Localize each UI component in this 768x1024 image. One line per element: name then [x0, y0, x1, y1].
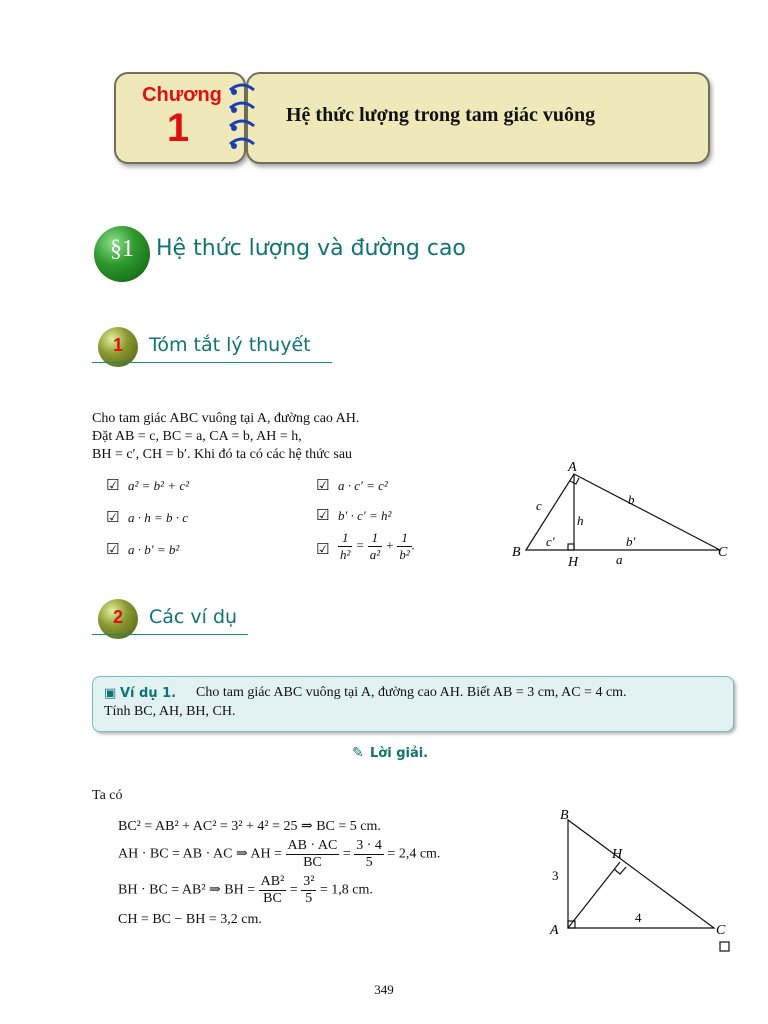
solution-intro: Ta có [92, 788, 123, 803]
checkbox-icon: ☑ [316, 540, 330, 558]
chapter-title: Hệ thức lượng trong tam giác vuông [286, 104, 596, 126]
subsection-number: 1 [112, 335, 123, 355]
section-title: Hệ thức lượng và đường cao [156, 236, 466, 261]
theory-line-2: Đặt AB = c, BC = a, CA = b, AH = h, [92, 429, 302, 444]
subsection-title: Các ví dụ [149, 606, 238, 628]
equation-1: BC² = AB² + AC² = 3² + 4² = 25 ⇒ BC = 5 cm. [118, 819, 381, 834]
label-AC-length: 4 [635, 910, 642, 925]
label-C: C [716, 923, 726, 938]
label-b-prime: b′ [626, 534, 636, 549]
formula-3: a · h = b · c [128, 510, 189, 525]
theory-line-3: BH = c′, CH = b′. Khi đó ta có các hệ thức sau [92, 447, 353, 462]
triangle-figure-1 [506, 458, 736, 570]
equation-2: AH · BC = AB · AC ⇒ AH = $\frac{AB \cdot AC}{BC}$ = $\frac{3 \cdot 4}{5}$ = 2,4 cm. [118, 838, 441, 870]
subsection-underline [92, 634, 248, 635]
label-A: A [568, 460, 577, 475]
formula-5: a · b′ = b² [128, 542, 180, 557]
label-C: C [718, 545, 728, 560]
label-c-prime: c′ [546, 534, 555, 549]
theory-line-1: Cho tam giác ABC vuông tại A, đường cao AH. [92, 411, 360, 426]
pencil-icon: ✎ [352, 745, 364, 761]
label-a: a [616, 552, 623, 567]
section-number: §1 [110, 236, 134, 262]
subsection-title: Tóm tắt lý thuyết [149, 334, 311, 356]
subsection-underline [92, 362, 332, 363]
checkbox-icon: ☑ [106, 508, 120, 526]
checkbox-icon: ☑ [316, 506, 330, 524]
checkbox-icon: ☑ [106, 476, 120, 494]
chapter-word: Chương [142, 84, 222, 106]
label-A: A [550, 923, 559, 938]
example-text-2: Tính BC, AH, BH, CH. [104, 704, 236, 719]
equation-3: BH · BC = AB² ⇒ BH = $\frac{\text{AB²}}{BC}$ = $\frac{\text{3²}}{5}$ = 1,8 cm. [118, 874, 373, 906]
solution-label: Lời giải. [370, 746, 429, 761]
spiral-binding-icon [226, 80, 260, 156]
chapter-number: 1 [166, 106, 190, 150]
label-h: h [577, 513, 584, 528]
triangle-figure-2 [540, 806, 740, 954]
label-H: H [612, 847, 623, 862]
label-AB-length: 3 [552, 868, 559, 883]
page-number: 349 [374, 982, 394, 997]
label-c: c [536, 498, 542, 513]
checkbox-icon: ☑ [106, 540, 120, 558]
formula-1: a² = b² + c² [128, 478, 190, 493]
formula-4: b′ · c′ = h² [338, 508, 392, 523]
label-b: b [628, 492, 635, 507]
formula-6: $\frac{1}{\text{h²}}$ = $\frac{1}{\text{a²}}$ + $\frac{1}{\text{b²}}$ . [340, 530, 416, 562]
book-icon: ▣ [104, 685, 117, 700]
example-label: Ví dụ 1. [120, 686, 177, 701]
subsection-number: 2 [112, 607, 123, 627]
formula-2: a · c′ = c² [338, 478, 388, 493]
equation-4: CH = BC − BH = 3,2 cm. [118, 912, 262, 927]
example-text-1: Cho tam giác ABC vuông tại A, đường cao AH. Biết AB = 3 cm, AC = 4 cm. [196, 685, 627, 700]
label-H: H [568, 555, 579, 570]
label-B: B [560, 808, 569, 823]
label-B: B [512, 545, 521, 560]
checkbox-icon: ☑ [316, 476, 330, 494]
